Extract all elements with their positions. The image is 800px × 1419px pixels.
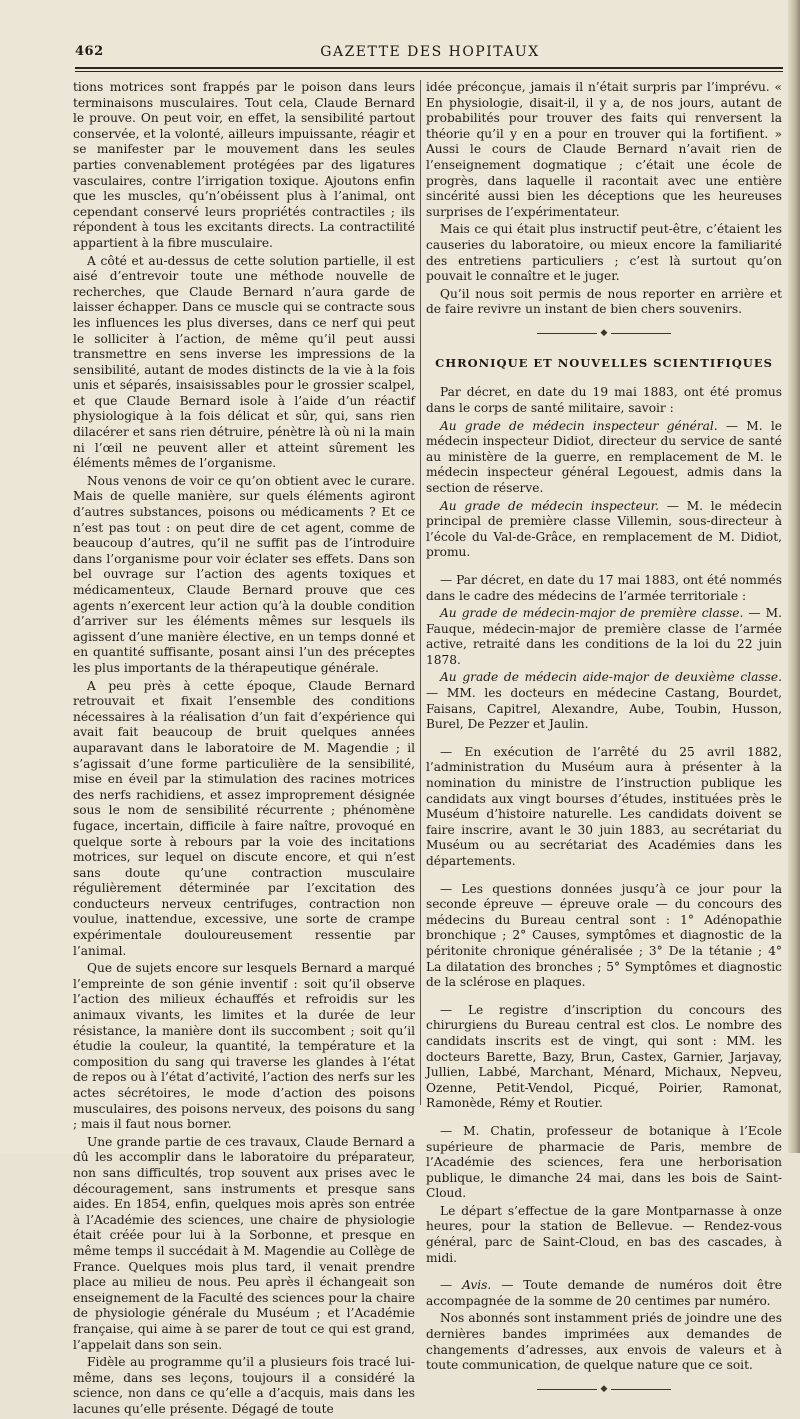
news-item-text: — Les questions données jusqu’à ce jour pour la seconde épreuve — épreuve orale — du concours des médecins du Bureau central sont : 1° Adénopathie bronchique ; 2° Causes, symptômes et diagnostic de la péritonite chronique généralisée ; 3° De la tétanie ; 4° La dilatation des bronches ; 5° Symptômes et diagnostic de la sclérose en plaques. xyxy=(426,881,782,990)
news-item xyxy=(426,1278,782,1309)
news-item-heading: — Avis. xyxy=(440,1278,492,1293)
column-divider xyxy=(420,80,421,1105)
paragraph: Nous venons de voir ce qu’on obtient avec le curare. Mais de quelle manière, sur quels éléments agiront d’autres substances, poisons ou médicaments ? Et ce n’est pas tout : on peut dire de cet agent, comme de beaucoup d’autres, qu’il ne suffit pas de l’introduire dans l’organisme pour voir éclater ses effets. Dans son bel ouvrage sur l’action des agents toxiques et médicamenteux, Claude Bernard prouve que ces agents n’exercent leur action qu’à la double condition d’arriver sur les éléments mêmes sur lesquels ils agissent d’une manière élective, en un temps donné et en quantité suffisante, posant ainsi l’un des préceptes les plus importants de la thérapeutique générale. xyxy=(73,473,415,675)
news-item xyxy=(426,882,782,991)
news-item xyxy=(426,670,782,732)
end-ornament: ◆ xyxy=(426,1382,782,1398)
news-item-heading: Au grade de médecin inspecteur général. xyxy=(440,418,718,433)
journal-title: GAZETTE DES HOPITAUX xyxy=(320,44,540,60)
news-item-text: — MM. les docteurs en médecine Castang, Bourdet, Faisans, Capitrel, Alexandre, Aube, Toubin, Husson, Burel, De Pezzer et Jaulin. xyxy=(426,686,782,732)
news-item-text: — Toute demande de numéros doit être accompagnée de la somme de 20 centimes par numéro. xyxy=(426,1278,782,1308)
news-item xyxy=(426,745,782,870)
news-item-text: Nos abonnés sont instamment priés de joindre une des dernières bandes imprimées aux demandes de changements d’adresses, aux envois de valeurs et à toute communication, de quelque nature que ce soit. xyxy=(426,1311,782,1373)
paragraph: Fidèle au programme qu’il a plusieurs fois tracé lui-même, dans ses leçons, toujours il a considéré la science, non dans ce qu’elle a d’acquis, mais dans les lacunes qu’elle présente. Dégagé de toute xyxy=(73,1355,415,1416)
news-gap xyxy=(426,1114,782,1124)
paragraph: A côté et au-dessus de cette solution partielle, il est aisé d’entrevoir toute une méthode nouvelle de recherches, que Claude Bernard n’aura garde de laisser échapper. Dans ce muscle qui se contracte sous les influences les plus diverses, dans ce nerf qui peut le solliciter à l’action, de même qu’il peut aussi transmettre en sens inverse les impressions de la sensibilité, autant de modes distincts de la vie à la fois unis et séparés, insaisissables pour le grossier scalpel, et que Claude Bernard isole à l’aide d’un réactif physiologique à la fois délicat et sûr, qui, sans rien dilacérer et sans rien détruire, pénètre là où ni la main ni l’œil ne peuvent aller et atteint sûrement les éléments mêmes de l’organisme. xyxy=(73,253,415,471)
paragraph: tions motrices sont frappés par le poison dans leurs terminaisons musculaires. Tout cela, Claude Bernard le prouve. On peut voir, en effet, la sensibilité partout conservée, et la volonté, ailleurs impuissante, réagir et se manifester par le mouvement dans les seules parties convenablement protégées par des ligatures vasculaires, contre l’irrigation toxique. Ajoutons enfin que les muscles, qu’n’obéissent plus à l’animal, ont cependant conservé leurs propriétés contractiles ; ils répondent à tous les excitants directs. La contractilité appartient à la fibre musculaire. xyxy=(73,80,415,250)
paragraph: Une grande partie de ces travaux, Claude Bernard a dû les accomplir dans le laboratoire du préparateur, non sans difficultés, trop souvent aux prises avec le découragement, sans instruments et presque sans aides. En 1854, enfin, quelques mois après son entrée à l’Académie des sciences, une chaire de physiologie était créée pour lui à la Sorbonne, et presque en même temps il succédait à M. Magendie au Collège de France. Quelques mois plus tard, il venait prendre place au milieu de nous. Peu après il échangeait son enseignement de la Faculté des sciences pour la chaire de physiologie générale du Muséum ; et l’Académie française, qui aime à se parer de tout ce qui est grand, l’appelait dans son sein. xyxy=(73,1134,416,1352)
news-item-heading: Au grade de médecin inspecteur. xyxy=(440,498,660,513)
paragraph: A peu près à cette époque, Claude Bernard retrouvait et fixait l’ensemble des conditions nécessaires à la réalisation d’un fait d’expérience qui avait fait beaucoup de bruit quelques années auparavant dans le laboratoire de M. Magendie ; il s’agissait d’une forme particulière de la sensibilité, mise en éveil par la stimulation des racines motrices des nerfs rachidiens, et assez improprement désignée sous le nom de sensibilité récurrente ; phénomène fugace, incertain, difficile à faire naître, provoqué en quelque sorte à rebours par la voie des incitations motrices, sur lequel on discute encore, et qui n’est sans doute qu’une contraction musculaire régulièrement déterminée par l’excitation des conducteurs nerveux centrifuges, contraction non voulue, inattendue, excessive, une sorte de crampe expérimentale douloureusement ressentie par l’animal. xyxy=(73,678,415,958)
news-gap xyxy=(426,993,782,1003)
news-item-text: — M. le médecin inspecteur Didiot, directeur du service de santé au ministère de la guerre, en remplacement de M. le médecin inspecteur général Legouest, admis dans la section de réserve. xyxy=(426,418,782,495)
news-item xyxy=(426,1003,782,1112)
news-item-heading: Au grade de médecin-major de première classe. xyxy=(440,606,744,621)
news-gap xyxy=(426,872,782,882)
news-item xyxy=(426,499,782,561)
news-item xyxy=(426,419,782,497)
news-item-text: — En exécution de l’arrêté du 25 avril 1882, l’administration du Muséum aura à présenter à la nomination du ministre de l’instruction publique les candidats aux vingt bourses d’études, instituées près le Muséum d’histoire naturelle. Les candidats doivent se faire inscrire, avant le 30 juin 1883, au secrétariat du Muséum ou au secrétariat des Académies dans les départements. xyxy=(426,744,782,869)
header-rule-thick xyxy=(75,67,783,69)
page-header xyxy=(75,44,785,64)
news-item xyxy=(426,573,782,604)
header-rule-thin xyxy=(75,71,783,72)
news-item xyxy=(426,1311,782,1373)
news-item-text: — Par décret, en date du 17 mai 1883, ont été nommés dans le cadre des médecins de l’armée territoriale : xyxy=(426,572,782,603)
news-item xyxy=(426,606,782,668)
page-number: 462 xyxy=(75,44,104,59)
news-item-text: — M. Fauque, médecin-major de première classe de l’armée active, retraité dans les conditions de la loi du 22 juin 1878. xyxy=(426,606,782,667)
section-ornament: ◆ xyxy=(426,326,782,342)
news-list xyxy=(426,385,782,1373)
news-gap xyxy=(426,1268,782,1278)
paragraph: idée préconçue, jamais il n’était surpris par l’imprévu. « En physiologie, disait-il, il y a, de nos jours, autant de probabilités pour trouver des faits qui renversent la théorie qu’il y en a pour en trouver qui la fortifient. » Aussi le cours de Claude Bernard n’avait rien de l’enseignement dogmatique ; c’était une école de progrès, dans laquelle il racontait avec une entière sincérité aussi bien les déceptions que les heureuses surprises de l’expérimentateur. xyxy=(426,80,782,219)
left-column xyxy=(73,80,415,1419)
news-item-text: Par décret, en date du 19 mai 1883, ont été promus dans le corps de santé militaire, savoir : xyxy=(426,385,782,415)
news-item-text: — Le registre d’inscription du concours des chirurgiens du Bureau central est clos. Le nombre des candidats inscrits est de vingt, qui sont : MM. les docteurs Barette, Bazy, Brun, Castex, Garnier, Jarjavay, Jullien, Labbé, Marchant, Ménard, Michaux, Nepveu, Ozenne, Petit-Vendol, Picqué, Poirier, Ramonat, Ramonède, Rémy et Routier. xyxy=(426,1002,782,1111)
news-item xyxy=(426,1204,782,1266)
paragraph: Que de sujets encore sur lesquels Bernard a marqué l’empreinte de son génie inventif : soit qu’il observe l’action des milieux échauffés et refroidis sur les animaux vivants, les limites et la durée de leur résistance, la manière dont ils succombent ; soit qu’il étudie la couleur, la quantité, la température et la composition du sang qui traverse les glandes à l’état de repos ou à l’état d’activité, l’action des nerfs sur les actes sécrétoires, le mode d’action des poisons musculaires, des poisons nerveux, des poisons du sang ; mais il faut nous borner. xyxy=(73,961,415,1132)
news-item-text: — M. Chatin, professeur de botanique à l’Ecole supérieure de pharmacie de Paris, membre de l’Académie des sciences, fera une herborisation publique, le dimanche 24 mai, dans les bois de Saint-Cloud. xyxy=(426,1123,782,1201)
news-gap xyxy=(426,563,782,573)
news-item xyxy=(426,385,782,416)
news-item-heading: Au grade de médecin aide-major de deuxième classe. xyxy=(440,670,782,685)
news-item xyxy=(426,1124,782,1202)
paragraph: Qu’il nous soit permis de nous reporter en arrière et de faire revivre un instant de bien chers souvenirs. xyxy=(426,286,782,317)
page-edge-shadow xyxy=(788,0,800,1153)
right-column xyxy=(426,80,782,1408)
news-item-text: Le départ s’effectue de la gare Montparnasse à onze heures, pour la station de Bellevue. — Rendez-vous général, parc de Saint-Cloud, en bas des cascades, à midi. xyxy=(426,1203,782,1265)
paragraph: Mais ce qui était plus instructif peut-être, c’étaient les causeries du laboratoire, ou mieux encore la familiarité des entretiens particuliers ; c’est là surtout qu’on pouvait le connaître et le juger. xyxy=(426,222,782,284)
section-title: CHRONIQUE ET NOUVELLES SCIENTIFIQUES xyxy=(435,355,773,370)
news-item-text: — M. le médecin principal de première classe Villemin, sous-directeur à l’école du Val-de-Grâce, en remplacement de M. Didiot, promu. xyxy=(426,498,782,560)
news-gap xyxy=(426,735,782,745)
